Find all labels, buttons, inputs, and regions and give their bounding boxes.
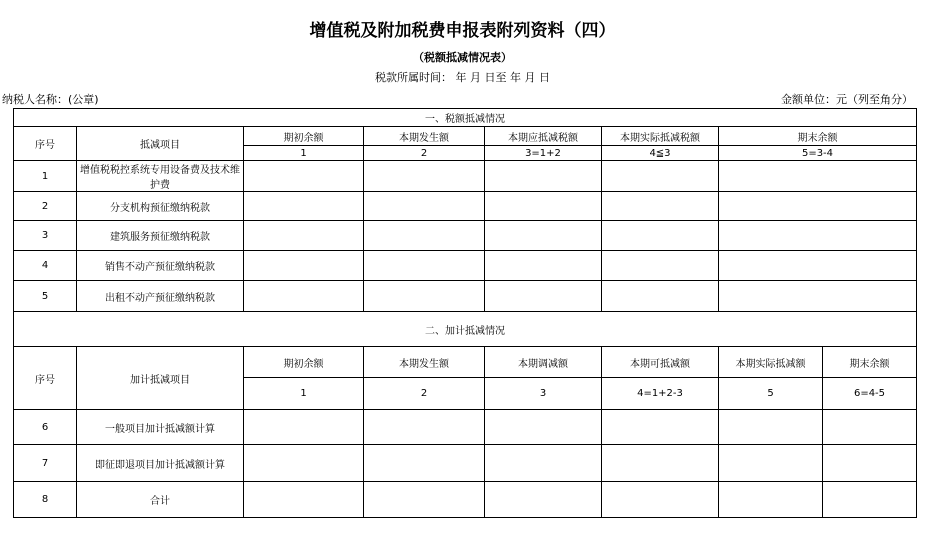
table-row: [14, 161, 917, 192]
deduction-table: [13, 108, 917, 518]
col-deductible-tax: 本期应抵减税额: [485, 127, 602, 146]
input-cell[interactable]: [602, 482, 719, 518]
input-cell[interactable]: [602, 281, 719, 312]
input-cell[interactable]: [244, 192, 364, 221]
col-opening-balance: 期初余额: [244, 347, 364, 378]
row-item: 合计: [77, 482, 244, 518]
table-row: [14, 251, 917, 281]
input-cell[interactable]: [719, 281, 917, 312]
row-item: 出租不动产预征缴纳税款: [77, 281, 244, 312]
row-seq: 2: [14, 192, 77, 221]
row-item: 建筑服务预征缴纳税款: [77, 221, 244, 251]
input-cell[interactable]: [364, 251, 485, 281]
col-code: 4=1+2-3: [602, 378, 719, 410]
input-cell[interactable]: [485, 281, 602, 312]
row-item: 一般项目加计抵减额计算: [77, 410, 244, 445]
row-item: 增值税税控系统专用设备费及技术维护费: [77, 161, 244, 192]
input-cell[interactable]: [719, 251, 917, 281]
section1-title: 一、税额抵减情况: [14, 109, 917, 127]
input-cell[interactable]: [244, 281, 364, 312]
col-actual-deducted-amount: 本期实际抵减额: [719, 347, 823, 378]
input-cell[interactable]: [485, 445, 602, 482]
input-cell[interactable]: [719, 221, 917, 251]
col-item-header: 抵减项目: [77, 127, 244, 161]
row-item: 分支机构预征缴纳税款: [77, 192, 244, 221]
col-closing-balance: 期末余额: [823, 347, 917, 378]
col-code: 4≦3: [602, 146, 719, 161]
input-cell[interactable]: [602, 251, 719, 281]
col-current-amount: 本期发生额: [364, 347, 485, 378]
input-cell[interactable]: [485, 482, 602, 518]
row-item: 即征即退项目加计抵减额计算: [77, 445, 244, 482]
input-cell[interactable]: [719, 192, 917, 221]
col-code: 5=3-4: [719, 146, 917, 161]
input-cell[interactable]: [602, 221, 719, 251]
col-reduction-amount: 本期调减额: [485, 347, 602, 378]
col-closing-balance: 期末余额: [719, 127, 917, 146]
col-code: 1: [244, 378, 364, 410]
row-seq: 7: [14, 445, 77, 482]
table-row: [14, 281, 917, 312]
input-cell[interactable]: [244, 161, 364, 192]
form-title: 增值税及附加税费申报表附列资料（四）: [309, 21, 616, 41]
input-cell[interactable]: [364, 221, 485, 251]
row-seq: 4: [14, 251, 77, 281]
input-cell[interactable]: [602, 445, 719, 482]
col-code: 6=4-5: [823, 378, 917, 410]
input-cell[interactable]: [485, 161, 602, 192]
col-code: 1: [244, 146, 364, 161]
col-code: 3=1+2: [485, 146, 602, 161]
input-cell[interactable]: [602, 410, 719, 445]
input-cell[interactable]: [364, 410, 485, 445]
input-cell[interactable]: [244, 410, 364, 445]
input-cell[interactable]: [485, 221, 602, 251]
col-item-header: 加计抵减项目: [77, 347, 244, 410]
input-cell[interactable]: [364, 192, 485, 221]
input-cell[interactable]: [364, 281, 485, 312]
taxpayer-name-label: 纳税人名称：(公章): [2, 93, 99, 106]
table-row: [14, 192, 917, 221]
table-row: [14, 482, 917, 518]
row-seq: 3: [14, 221, 77, 251]
input-cell[interactable]: [602, 192, 719, 221]
col-code: 5: [719, 378, 823, 410]
col-opening-balance: 期初余额: [244, 127, 364, 146]
row-item: 销售不动产预征缴纳税款: [77, 251, 244, 281]
col-deductible-amount: 本期可抵减额: [602, 347, 719, 378]
col-code: 3: [485, 378, 602, 410]
input-cell[interactable]: [719, 482, 823, 518]
col-seq-header: 序号: [14, 347, 77, 410]
col-actual-deducted-tax: 本期实际抵减税额: [602, 127, 719, 146]
input-cell[interactable]: [823, 410, 917, 445]
form-subtitle: （税额抵减情况表）: [413, 51, 512, 64]
table-row: [14, 445, 917, 482]
input-cell[interactable]: [823, 482, 917, 518]
input-cell[interactable]: [364, 445, 485, 482]
input-cell[interactable]: [244, 445, 364, 482]
input-cell[interactable]: [823, 445, 917, 482]
table-row: [14, 221, 917, 251]
input-cell[interactable]: [244, 221, 364, 251]
section2-title: 二、加计抵减情况: [14, 312, 917, 347]
input-cell[interactable]: [485, 410, 602, 445]
row-seq: 5: [14, 281, 77, 312]
input-cell[interactable]: [719, 410, 823, 445]
col-code: 2: [364, 146, 485, 161]
row-seq: 6: [14, 410, 77, 445]
row-seq: 8: [14, 482, 77, 518]
input-cell[interactable]: [485, 251, 602, 281]
amount-unit-label: 金额单位：元（列至角分）: [781, 93, 913, 106]
input-cell[interactable]: [364, 482, 485, 518]
input-cell[interactable]: [485, 192, 602, 221]
table-row: [14, 410, 917, 445]
col-code: 2: [364, 378, 485, 410]
input-cell[interactable]: [719, 445, 823, 482]
input-cell[interactable]: [364, 161, 485, 192]
input-cell[interactable]: [719, 161, 917, 192]
col-seq-header: 序号: [14, 127, 77, 161]
input-cell[interactable]: [602, 161, 719, 192]
tax-period: 税款所属时间： 年 月 日至 年 月 日: [375, 71, 550, 84]
row-seq: 1: [14, 161, 77, 192]
input-cell[interactable]: [244, 482, 364, 518]
col-current-amount: 本期发生额: [364, 127, 485, 146]
input-cell[interactable]: [244, 251, 364, 281]
